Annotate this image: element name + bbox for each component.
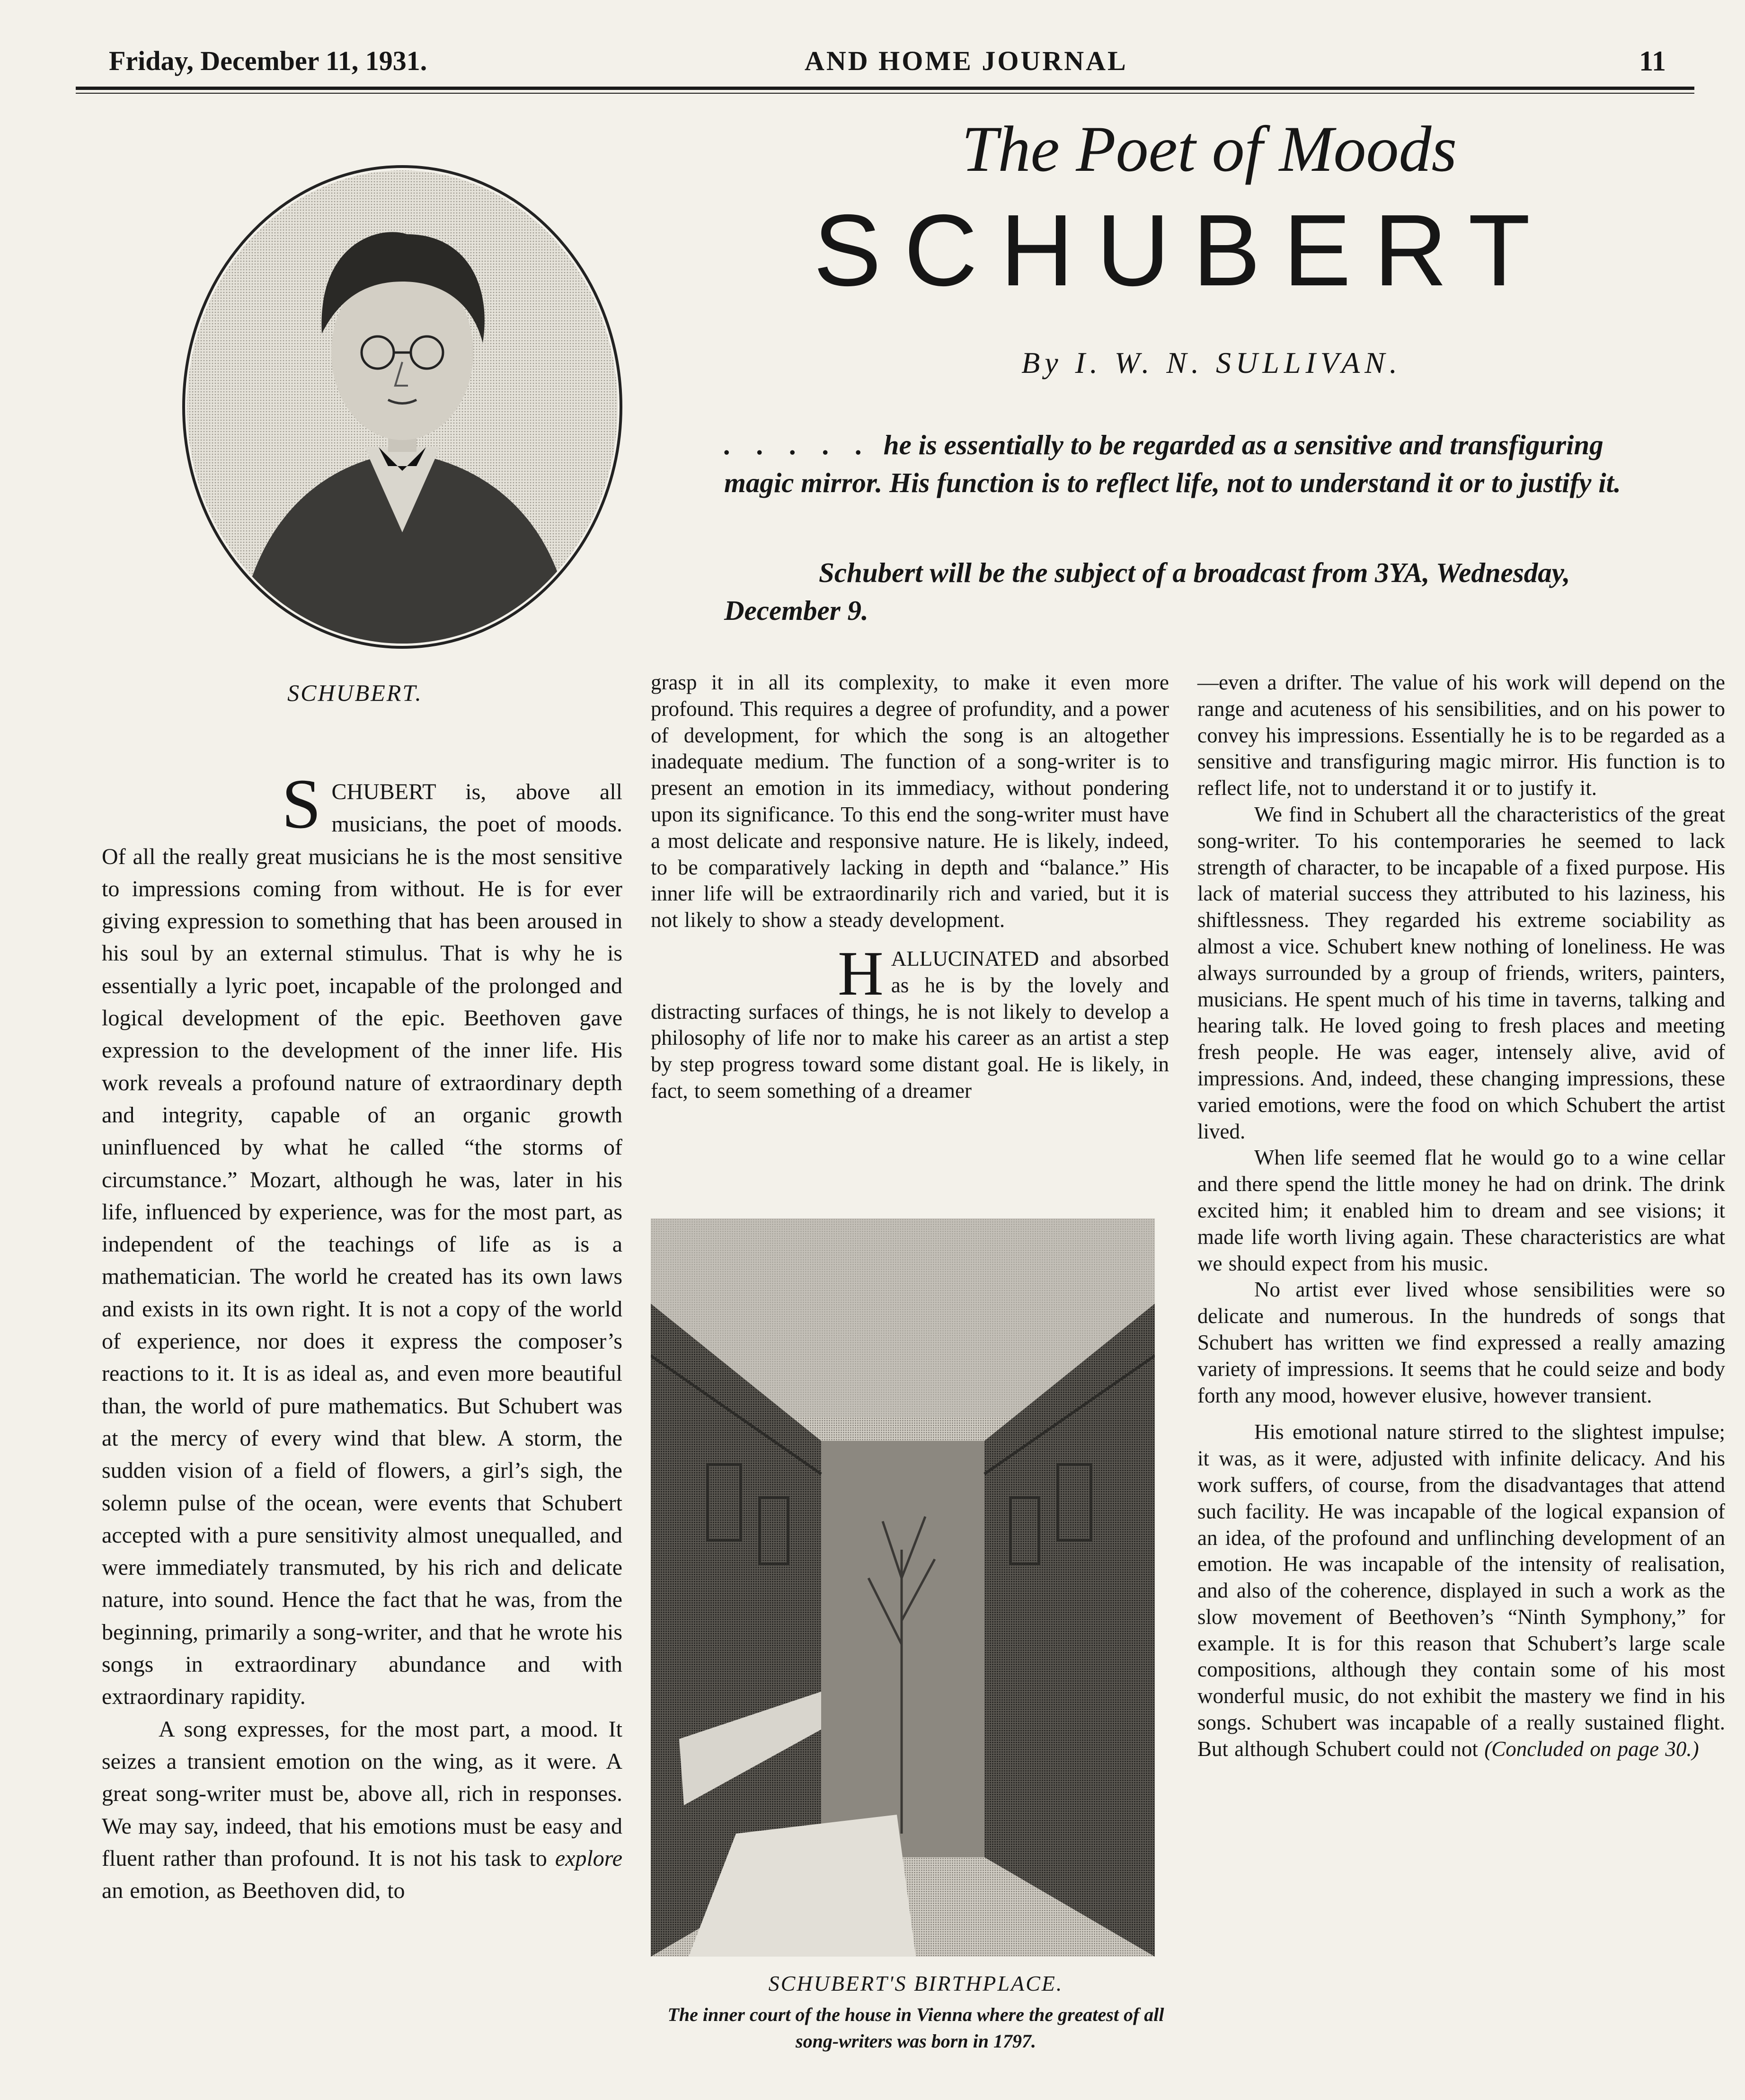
journal-name: AND HOME JOURNAL xyxy=(805,45,1128,76)
pull-quote xyxy=(724,426,1642,502)
pull-quote-text: he is essentially to be regarded as a sensitive and transfiguring magic mirror. His function is to reflect life, not to understand it or to justify it. xyxy=(724,429,1621,498)
headline-title: SCHUBERT xyxy=(813,193,1553,307)
article-paragraph: —even a drifter. The value of his work will depend on the range and acuteness of his sensibilities, and on his power to convey his impressions. Essentially he is to be regarded as a sensitive and transfiguring magic mirror. His function is to reflect life, not to understand it or to justify it. xyxy=(1197,671,1725,800)
portrait-caption: SCHUBERT. xyxy=(287,679,423,706)
issue-date: Friday, December 11, 1931. xyxy=(109,45,427,76)
photo-caption-text: The inner court of the house in Vienna where the greatest of all song-writers was born in 1797. xyxy=(667,2004,1164,2052)
article-column-2 xyxy=(651,670,1169,1104)
paragraph-text: and absorbed as he is by the lovely and distracting surfaces of things, he is not likely to develop a philosophy of life nor to make his career as an artist a step by step progress toward some distant goal. He is likely, in fact, to seem something of a dreamer xyxy=(651,946,1169,1103)
portrait-image xyxy=(180,163,625,651)
byline: By I. W. N. SULLIVAN. xyxy=(1021,346,1402,379)
article-paragraph xyxy=(102,1713,622,1907)
lead-caps: ALLUCINATED xyxy=(891,946,1039,971)
masthead xyxy=(76,45,1694,88)
photo-caption-title: SCHUBERT'S BIRTHPLACE. xyxy=(768,1971,1063,1995)
birthplace-photo xyxy=(651,1218,1155,1957)
headline-kicker: The Poet of Moods xyxy=(961,113,1457,185)
drop-cap: S xyxy=(282,765,321,843)
paragraph-text: A song expresses, for the most part, a mood. It seizes a transient emotion on the wing, as it were. A great song-writer must be, above all, rich in responses. We may say, indeed, that his emotions must be easy and fluent rather than profound. It is not his task to xyxy=(102,1716,622,1871)
article-paragraph: When life seemed flat he would go to a wine cellar and there spend the little money he had on drink. The drink excited him; it enabled him to dream and see visions; it made life worth living again. These characteristics are what we should expect from his music. xyxy=(1197,1146,1725,1275)
continued-note: (Concluded on page 30.) xyxy=(1484,1737,1699,1761)
article-paragraph xyxy=(1197,1419,1725,1762)
masthead-rule xyxy=(76,87,1694,90)
article-column-3 xyxy=(1197,670,1725,1763)
article-paragraph: We find in Schubert all the characteristics of the great song-writer. To his contemporaries he seemed to lack strength of character, to be incapable of a fixed purpose. His lack of material success they attributed to his laziness, his shiftlessness. They regarded his extreme sociability as almost a vice. Schubert knew nothing of loneliness. He was always surrounded by a group of friends, writers, painters, musicians. He spent much of his time in taverns, talking and hearing talk. He loved going to fresh places and meeting fresh people. He was eager, intensely alive, avid of impressions. And, indeed, these changing impressions, these varied emotions, were the food on which Schubert the artist lived. xyxy=(1197,802,1725,1143)
birthplace-image xyxy=(651,1218,1155,1957)
emphasis-text: explore xyxy=(555,1845,623,1871)
article-paragraph xyxy=(102,765,622,1713)
drop-cap: H xyxy=(838,938,884,1008)
article-column-1 xyxy=(102,765,623,1907)
paragraph-text: an emotion, as Beethoven did, to xyxy=(102,1878,405,1904)
masthead-rule-thin xyxy=(76,93,1694,94)
paragraph-text: CHUBERT is, above all musicians, the poet of moods. Of all the really great musicians he is the most sensitive to impressions coming from without. He is for ever giving expression to something that has been aroused in his soul by an external stimulus. That is why he is essentially a lyric poet, incapable of the prolonged and logical development of the epic. Beethoven gave expression to the development of the inner life. His work reveals a profound nature of extraordinary depth and integrity, capable of an organic growth uninfluenced by what he called “the storms of circumstance.” Mozart, although he was, later in his life, influenced by experience, was for the most part, as independent of the teachings of life as is a mathematician. The world he created has its own laws and exists in its own right. It is not a copy of the world of experience, nor does it express the composer’s reactions to it. It is as ideal as, and even more beautiful than, the world of pure mathematics. But Schubert was at the mercy of every wind that blew. A storm, the sudden vision of a field of flowers, a girl’s sigh, the solemn pulse of the ocean, were events that Schubert accepted with a pure sensitivity almost unequalled, and were immediately transmuted, by his rich and delicate nature, into sound. Hence the fact that he was, from the beginning, primarily a song-writer, and that he wrote his songs in extraordinary abundance and with extraordinary rapidity. xyxy=(102,779,622,1710)
schubert-portrait xyxy=(180,163,625,651)
pull-quote-dots: . . . . . xyxy=(724,429,872,460)
article-paragraph xyxy=(651,938,1169,1104)
page-number: 11 xyxy=(1639,45,1666,77)
paragraph-text: His emotional nature stirred to the slightest impulse; it was, as it were, adjusted with infinite delicacy. And his work suffers, of course, from the disadvantages that attend such facility. He was incapable of the logical expansion of an idea, of the profound and unflinching development of an emotion. He was incapable of the intensity of realisation, and also of the coherence, displayed in such a work as the slow movement of Beethoven’s “Ninth Symphony,” for example. It is for this reason that Schubert’s large scale compositions, although they contain some of his most wonderful music, do not exhibit the mastery we find in his songs. Schubert was incapable of a really sustained flight. But although Schubert could not xyxy=(1197,1420,1725,1761)
article-paragraph: grasp it in all its complexity, to make it even more profound. This requires a degree of profundity, and a power of development, for which the song is an altogether inadequate medium. The function of a song-writer is to present an emotion in its immediacy, without pondering upon its significance. To this end the song-writer must have a most delicate and responsive nature. He is likely, indeed, to be comparatively lacking in depth and “balance.” His inner life will be extraordinarily rich and varied, but it is not likely to show a steady development. xyxy=(651,671,1169,932)
article-paragraph: No artist ever lived whose sensibilities were so delicate and numerous. In the hundreds of songs that Schubert has written we find expressed a really amazing variety of impressions. It seems that he could seize and body forth any mood, however elusive, however transient. xyxy=(1197,1278,1725,1407)
broadcast-note: Schubert will be the subject of a broadcast from 3YA, Wednesday, December 9. xyxy=(724,557,1570,626)
